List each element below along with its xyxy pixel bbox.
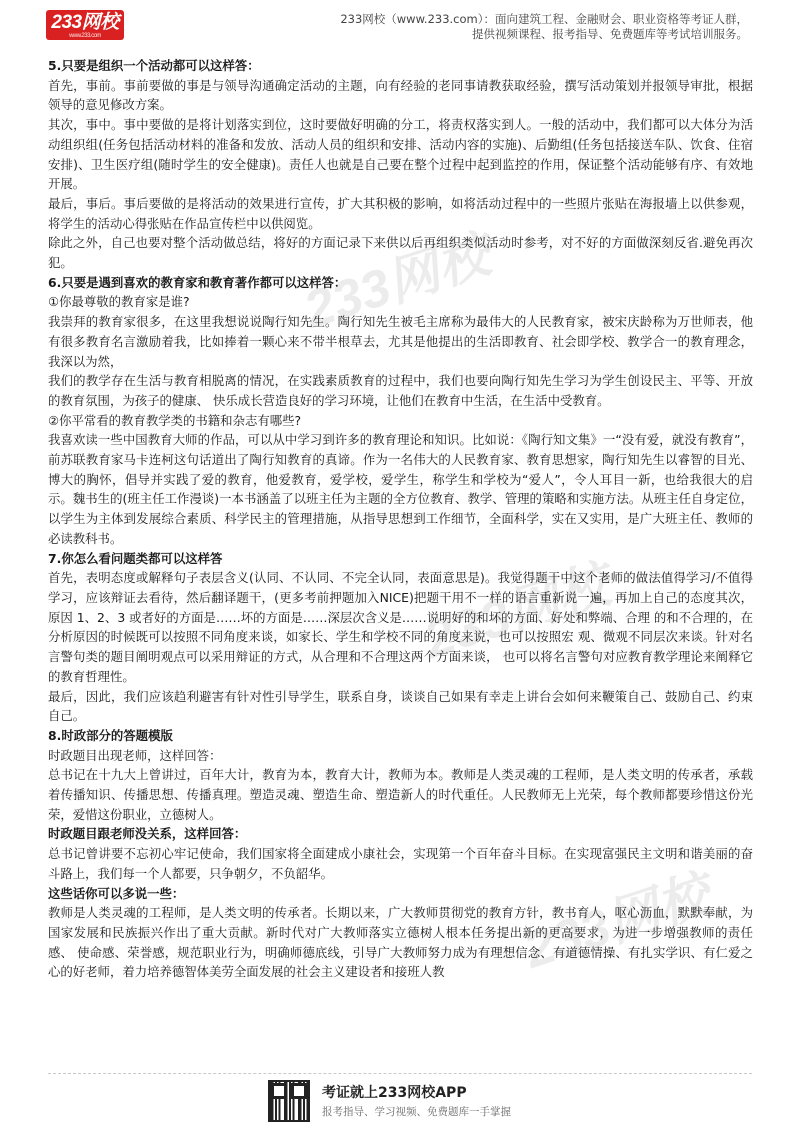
section-heading: 6.只要是遇到喜欢的教育家和教育著作都可以这样答：: [48, 274, 347, 290]
paragraph: 其次，事中。事中要做的是将计划落实到位，这时要做好明确的分工，将责权落实到人。一般的活动中，我们都可以大体分为活动组织组(任务包括活动材料的准备和发放、活动人员的组织和安排、活动内容的实施)、后勤组(任务包括接送车队、饮食、住宿安排)、卫生医疗组(随时学生的安全健康)。责任人也就是自己要在整个过程中起到监控的作用，保证整个活动能够有序、有效地开展。: [48, 117, 753, 192]
paragraph: ②你平常看的教育教学类的书籍和杂志有哪些?: [48, 412, 302, 428]
paragraph: 除此之外，自己也要对整个活动做总结，将好的方面记录下来供以后再组织类似活动时参考，对不好的方面做深刻反省.避免再次犯。: [48, 235, 753, 271]
paragraph: 最后，因此，我们应该趋利避害有针对性引导学生，联系自身，谈谈自己如果有幸走上讲台会如何来鞭策自己、鼓励自己、约束自己。: [48, 688, 753, 724]
paragraph: 教师是人类灵魂的工程师，是人类文明的传承者。长期以来，广大教师贯彻党的教育方针，教书育人，呕心沥血，默默奉献，为国家发展和民族振兴作出了重大贡献。新时代对广大教师落实立德树人根本任务提出新的更高要求，为进一步增强教师的责任感、 使命感、荣誉感，规范职业行为，明确师德底线，引导广大教师努力成为有理想信念、有道德情操、有扎实学识、有仁爱之心的好老师，着力培养德智体美劳全面发展的社会主义建设者和接班人教: [48, 905, 753, 980]
section-heading: 7.你怎么看问题类都可以这样答: [48, 550, 223, 566]
paragraph: 最后，事后。事后要做的是将活动的效果进行宣传，扩大其积极的影响，如将活动过程中的一些照片张贴在海报墙上以供参观，将学生的活动心得张贴在作品宣传栏中以供阅览。: [48, 195, 753, 231]
logo[interactable]: [46, 10, 124, 40]
logo-url: www.233.com: [69, 33, 101, 39]
paragraph: 我喜欢读一些中国教育大师的作品，可以从中学习到许多的教育理论和知识。比如说：《陶行知文集》一“没有爱，就没有教育”，前苏联教育家马卡连柯这句话道出了陶行知教育的真谛。作为一名伟大的人民教育家、教育思想家，陶行知先生以睿智的目光、博大的胸怀，倡导并实践了爱的教育，他爱教育，爱学校，爱学生，称学生和学校为“爱人”，令人耳目一新，也给我很大的启示。魏书生的(班主任工作漫谈)一本书涵盖了以班主任为主题的全方位教育、教学、管理的策略和实施方法。从班主任自身定位，以学生为主体到发展综合素质、科学民主的管理措施，从指导思想到工作细节，全面科学，实在又实用，是广大班主任、教师的必读教科书。: [48, 432, 753, 546]
qr-code-icon[interactable]: [268, 1080, 310, 1122]
paragraph: 总书记曾讲要不忘初心牢记使命，我们国家将全面建成小康社会，实现第一个百年奋斗目标。在实现富强民主文明和谐美丽的奋斗路上，我们每一个人都要，只争朝夕，不负韶华。: [48, 846, 753, 881]
footer-title: 考证就上233网校APP: [322, 1085, 467, 1101]
footer-divider: [48, 1073, 752, 1074]
document-body: [48, 56, 753, 982]
paragraph: 我们的教学存在生活与教育相脱离的情况，在实践素质教育的过程中，我们也要向陶行知先生学习为学生创设民主、平等、开放的教育氛围，为孩子的健康、 快乐成长营造良好的学习环境，让他们在教育中生活，在生活中受教育。: [48, 373, 753, 408]
section-heading: 时政题目跟老师没关系，这样回答：: [48, 826, 247, 842]
paragraph: 时政题目出现老师，这样回答：: [48, 747, 222, 763]
section-heading: 这些话你可以多说一些：: [48, 885, 185, 901]
header-info-line2: 提供视频课程、报考指导、免费题库等考试培训服务。: [472, 27, 748, 41]
paragraph: 首先，表明态度或解释句子表层含义(认同、不认同、不完全认同，表面意思是)。我觉得题干中这个老师的做法值得学习/不值得学习，应该辩证去看待，然后翻译题干，(更多考前押题加入NICE)把题干用不一样的语言重新说一遍，再加上自己的态度其次，原因 1、2、3 或者好的方面是……坏的方面是……深层次含义是……说明好的和坏的方面、好处和弊端、合理 的和不合理的，在分析原因的时候既可以按照不同角度来谈，如家长、学生和学校不同的角度来说，也可以按照宏 观、微观不同层次来谈。针对名言警句类的题目阐明观点可以采用辩证的方式，从合理和不合理这两个方面来谈， 也可以将名言警句对应教育教学理论来阐释它的教育哲理性。: [48, 570, 753, 684]
watermark: 233网校: [517, 865, 717, 980]
paragraph: ①你最尊敬的教育家是谁?: [48, 294, 190, 310]
watermark: 233网校: [417, 555, 617, 670]
section-heading: 8.时政部分的答题模版: [48, 727, 173, 743]
footer-subtitle: 报考指导、学习视频、免费题库一手掌握: [322, 1106, 511, 1118]
header-info: [288, 12, 748, 42]
watermark: 233网校: [297, 225, 497, 340]
page-header: [0, 0, 800, 52]
header-info-line1: 233网校（www.233.com）：面向建筑工程、金融财会、职业资格等考证人群，: [340, 12, 748, 26]
paragraph: 我崇拜的教育家很多，在这里我想说说陶行知先生。陶行知先生被毛主席称为最伟大的人民教育家，被宋庆龄称为万世师表，他有很多教育名言激励着我，比如捧着一颗心来不带半根草去，尤其是他提出的生活即教育、社会即学校、教学合一的教育理念， 我深以为然，: [48, 314, 753, 369]
logo-text: 233网校: [51, 12, 119, 33]
section-heading: 5.只要是组织一个活动都可以这样答：: [48, 58, 260, 73]
paragraph: 总书记在十九大上曾讲过，百年大计，教育为本，教育大计，教师为本。教师是人类灵魂的工程师，是人类文明的传承者，承载着传播知识、传播思想、传播真理。塑造灵魂、塑造生命、塑造新人的时代重任。人民教师无上光荣，每个教师都要珍惜这份光荣，爱惜这份职业，立德树人。: [48, 767, 753, 822]
paragraph: 首先，事前。事前要做的事是与领导沟通确定活动的主题，向有经验的老同事请教获取经验，撰写活动策划并报领导审批，根据领导的意见修改方案。: [48, 77, 753, 113]
